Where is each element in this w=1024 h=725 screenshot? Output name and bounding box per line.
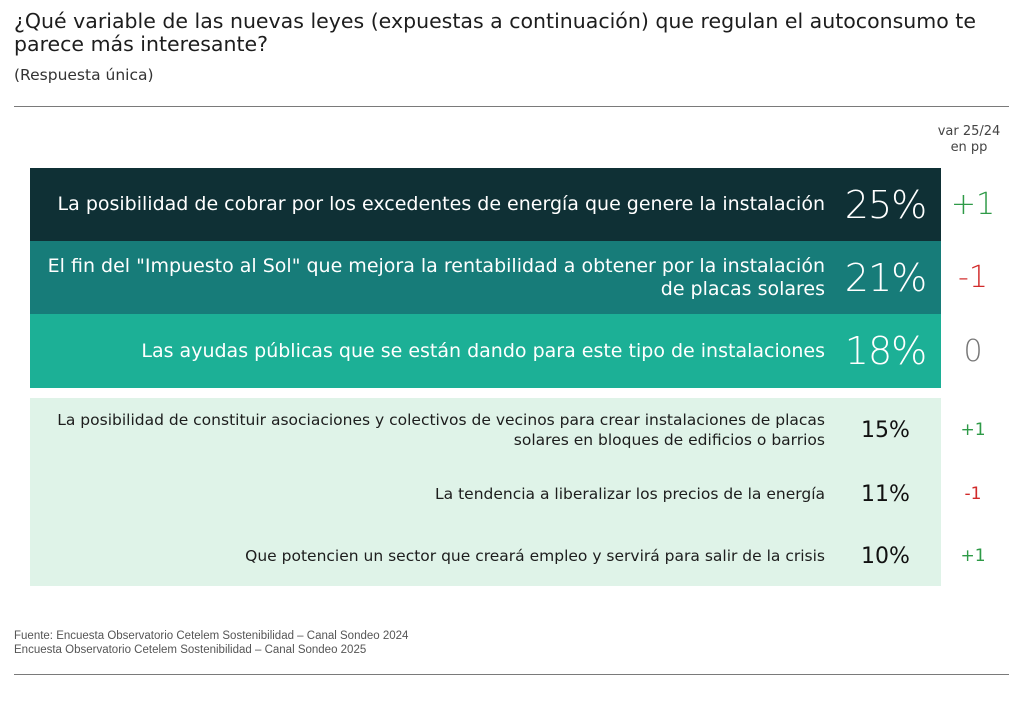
- variation-header: [930, 124, 1008, 156]
- row-percentage: 18%: [844, 329, 927, 373]
- row-percentage: 21%: [844, 255, 927, 300]
- row-percentage: 10%: [861, 543, 910, 569]
- variation-header-line-2: en pp: [950, 140, 988, 155]
- table-row: [30, 462, 982, 526]
- row-variation: +1: [950, 187, 996, 222]
- row-percentage: 25%: [844, 182, 927, 227]
- row-variation: +1: [960, 546, 986, 566]
- row-label: La posibilidad de constituir asociaciones y colectivos de vecinos para crear instalaciones de placas solares en bloques de edificios o barrios: [57, 411, 825, 449]
- row-label: Las ayudas públicas que se están dando para este tipo de instalaciones: [141, 339, 825, 362]
- table-row: [30, 241, 988, 314]
- row-label: La posibilidad de cobrar por los excedentes de energía que genere la instalación: [57, 193, 825, 215]
- row-variation: -1: [964, 484, 982, 504]
- row-label: La tendencia a liberalizar los precios de la energía: [435, 485, 825, 503]
- table-row: [30, 314, 983, 388]
- row-label: El fin del "Impuesto al Sol" que mejora la rentabilidad a obtener por la instalación de placas solares: [47, 254, 825, 300]
- row-label: Que potencien un sector que creará empleo y servirá para salir de la crisis: [245, 547, 825, 565]
- row-variation: +1: [960, 420, 986, 440]
- row-percentage: 15%: [861, 417, 910, 443]
- bottom-divider: [14, 674, 1009, 675]
- source-note: [14, 629, 408, 657]
- chart-subtitle: (Respuesta única): [14, 66, 154, 84]
- row-variation: 0: [963, 333, 983, 369]
- table-row: [30, 398, 986, 462]
- top-divider: [14, 106, 1009, 107]
- row-percentage: 11%: [861, 481, 910, 507]
- source-line-1: Fuente: Encuesta Observatorio Cetelem Sostenibilidad – Canal Sondeo 2024: [14, 630, 409, 642]
- chart-title: ¿Qué variable de las nuevas leyes (expuestas a continuación) que regulan el autoconsumo te parece más interesante?: [14, 9, 976, 56]
- source-line-2: Encuesta Observatorio Cetelem Sostenibilidad – Canal Sondeo 2025: [14, 644, 367, 656]
- table-row: [30, 168, 996, 241]
- row-variation: -1: [958, 260, 988, 295]
- variation-header-line-1: var 25/24: [937, 124, 1001, 139]
- table-row: [30, 526, 986, 586]
